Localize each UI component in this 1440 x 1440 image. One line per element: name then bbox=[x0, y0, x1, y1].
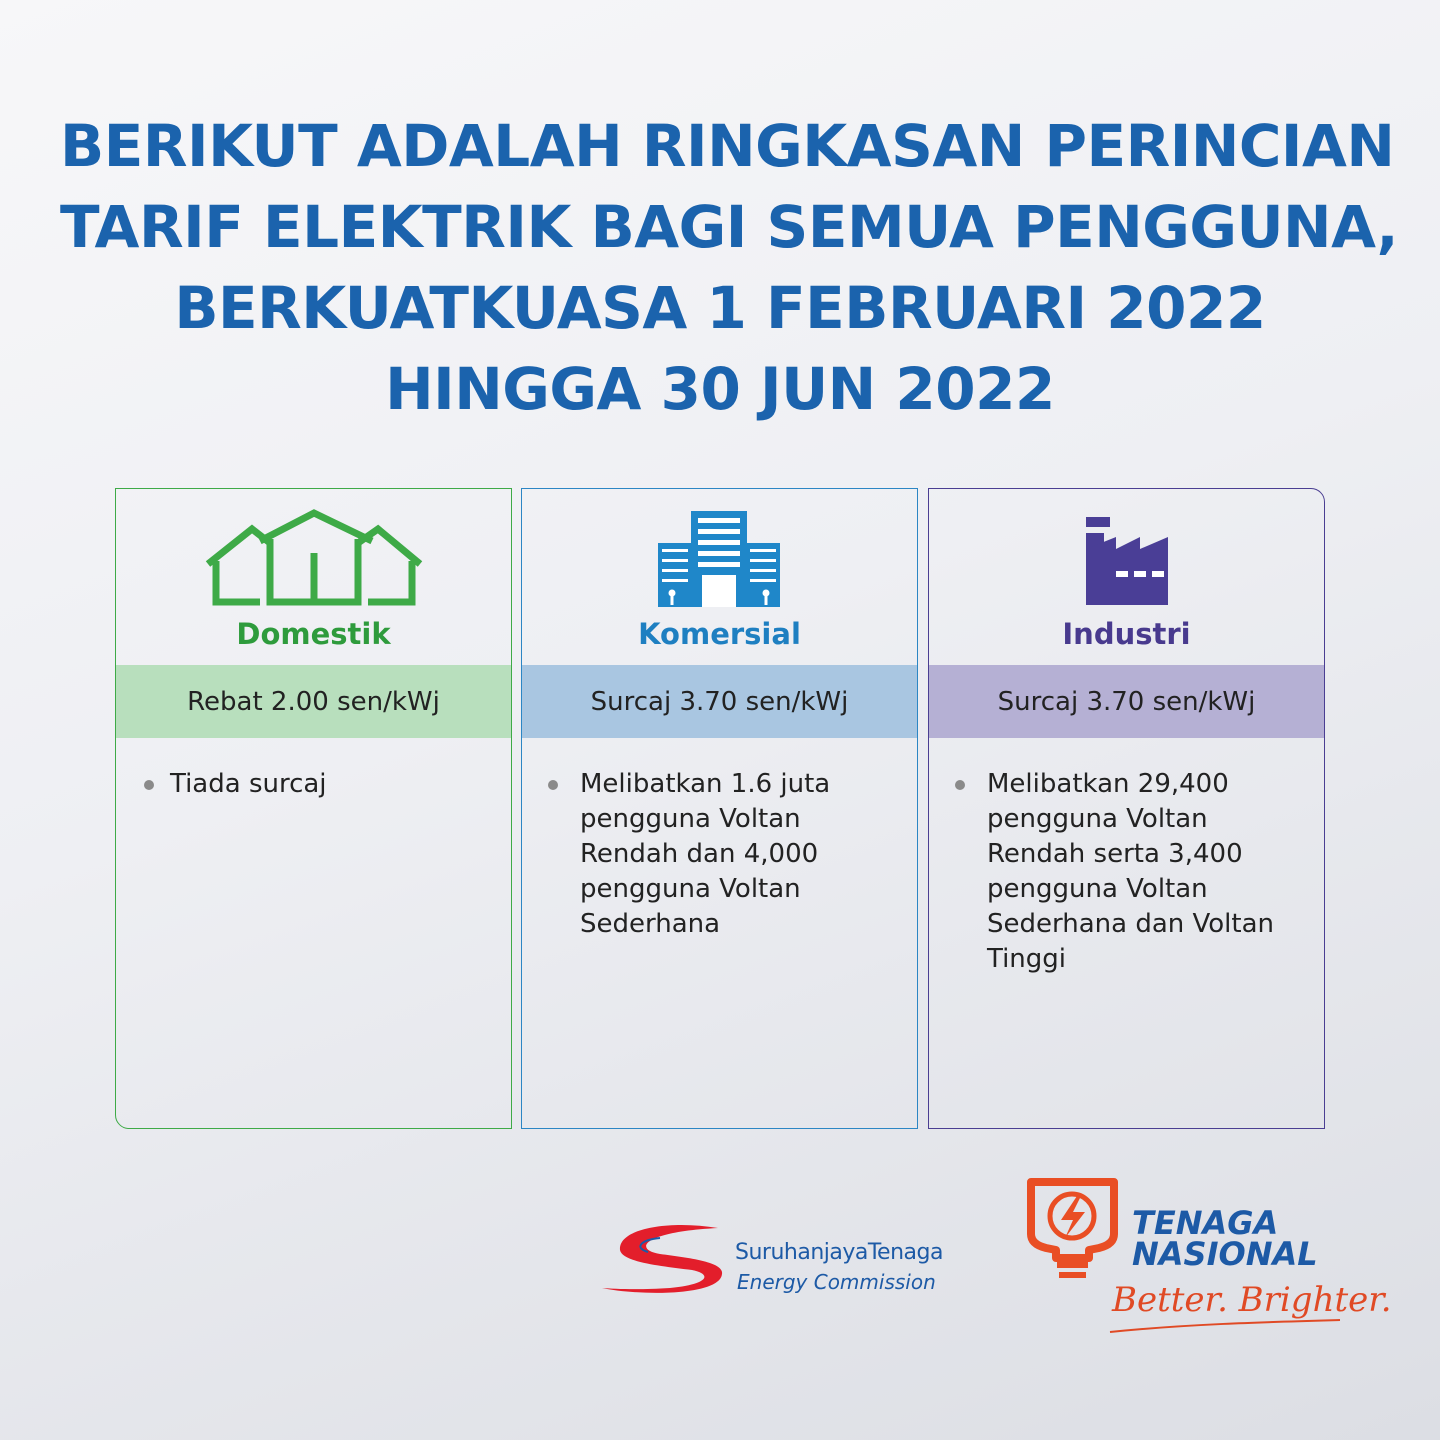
list-item bbox=[955, 767, 1300, 977]
bullet-text: Melibatkan 1.6 juta pengguna Voltan Rendah dan 4,000 pengguna Voltan Sederhana bbox=[580, 769, 831, 939]
factory-icon bbox=[929, 509, 1324, 609]
bullet-icon bbox=[955, 780, 965, 790]
tnb-logo-name bbox=[1132, 1204, 1318, 1273]
title-line-4: HINGGA 30 JUN 2022 bbox=[385, 355, 1055, 423]
bullet-icon bbox=[144, 780, 154, 790]
tagline-underline-icon bbox=[1108, 1316, 1343, 1336]
bullet-text: Tiada surcaj bbox=[170, 769, 327, 799]
bullet-text: Melibatkan 29,400 pengguna Voltan Rendah serta 3,400 pengguna Voltan Sederhana dan Voltan Tinggi bbox=[987, 769, 1275, 974]
bullet-icon bbox=[548, 780, 558, 790]
rate-band: Surcaj 3.70 sen/kWj bbox=[929, 665, 1324, 738]
tnb-name-line-1: TENAGA bbox=[1132, 1204, 1279, 1242]
list-item bbox=[548, 767, 893, 942]
title-line-1: BERIKUT ADALAH RINGKASAN PERINCIAN bbox=[60, 112, 1395, 180]
st-logo-name: SuruhanjayaTenaga bbox=[735, 1240, 943, 1265]
card-name: Komersial bbox=[638, 617, 801, 651]
list-item bbox=[144, 767, 494, 802]
buildings-icon bbox=[522, 509, 917, 609]
tnb-name-line-2: NASIONAL bbox=[1132, 1235, 1318, 1273]
rate-band: Surcaj 3.70 sen/kWj bbox=[522, 665, 917, 738]
st-logo-subtitle: Energy Commission bbox=[737, 1270, 936, 1294]
tenaga-nasional-bulb-icon bbox=[1025, 1176, 1120, 1286]
title-line-2: TARIF ELEKTRIK BAGI SEMUA PENGGUNA, bbox=[60, 193, 1399, 261]
page-title bbox=[60, 106, 1399, 430]
rate-band: Rebat 2.00 sen/kWj bbox=[116, 665, 511, 738]
card-name: Industri bbox=[1062, 617, 1191, 651]
card-industri bbox=[928, 488, 1325, 1129]
title-line-3: BERKUATKUASA 1 FEBRUARI 2022 bbox=[174, 274, 1266, 342]
card-komersial bbox=[521, 488, 918, 1129]
tnb-tagline: Better. Brighter. bbox=[1112, 1280, 1392, 1320]
card-name: Domestik bbox=[236, 617, 391, 651]
card-domestik bbox=[115, 488, 512, 1129]
houses-icon bbox=[116, 509, 511, 609]
